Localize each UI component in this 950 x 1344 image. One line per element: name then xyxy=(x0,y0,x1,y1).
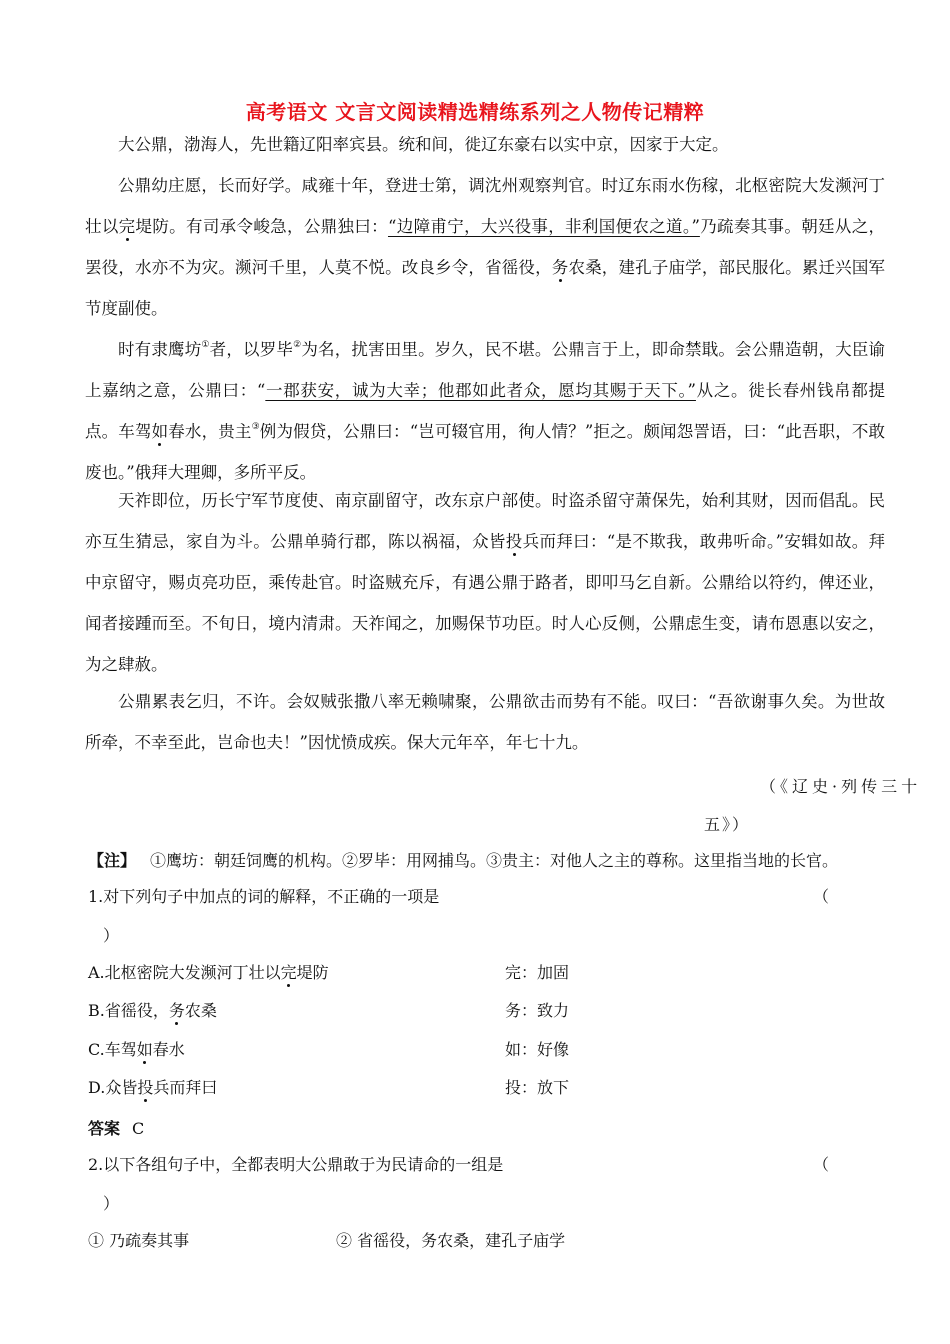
dotted-word-tou: 投 xyxy=(505,532,523,551)
note-label: 【注】 xyxy=(88,851,137,870)
question-1-stem: 1.对下列句子中加点的词的解释，不正确的一项是 xyxy=(88,887,440,906)
option-c-dotted: 如 xyxy=(136,1040,153,1059)
p2-text-c: 乃疏奏其事。朝廷从之，罢役，水亦不为灾。濒河千里，人莫不悦。改良乡令，省徭役， xyxy=(85,217,886,277)
footnote-ref-2: ② xyxy=(293,340,302,350)
p3-text-b: 者，以罗毕 xyxy=(209,340,294,359)
annotation-note xyxy=(88,848,838,871)
p2-text-a: 公鼎幼庄愿，长而好学。咸雍十年，登进士第，调沈州观察判官。时辽东雨水伤稼，北枢密院大发濒河丁壮以 xyxy=(85,176,885,236)
option-d-dotted: 投 xyxy=(137,1078,154,1097)
option-c-post: 春水 xyxy=(152,1040,185,1059)
question-2-stem: 2.以下各组句子中，全都表明大公鼎敢于为民请命的一组是 xyxy=(88,1155,504,1174)
option-d-pre: D.众皆 xyxy=(88,1078,138,1097)
option-a xyxy=(88,960,329,983)
option-c xyxy=(88,1037,185,1060)
underlined-quote-1: “边障甫宁，大兴役事，非利国便农之道。” xyxy=(387,217,700,236)
question-1-paren-open: （ xyxy=(813,887,830,906)
paragraph-4 xyxy=(85,480,885,685)
footnote-ref-3: ③ xyxy=(251,422,260,432)
option-a-gloss: 完：加固 xyxy=(505,963,570,982)
option-a-dotted: 完 xyxy=(280,963,297,982)
source-citation-line2: 五》） xyxy=(704,815,751,834)
answer-label: 答案 xyxy=(88,1119,121,1138)
dotted-word-wan: 完 xyxy=(118,217,136,236)
option-b-gloss: 务：致力 xyxy=(505,1001,570,1020)
dotted-word-ru: 如 xyxy=(151,422,169,441)
p3-text-a: 时有隶鹰坊 xyxy=(118,340,202,359)
option-b-post: 农桑 xyxy=(184,1001,217,1020)
question-1-paren-close: ） xyxy=(103,926,120,945)
underlined-quote-2: 一郡获安，诚为大幸；他郡如此者众，愿均其赐于天下。” xyxy=(265,381,696,400)
footnote-ref-1: ① xyxy=(201,340,210,350)
paragraph-3 xyxy=(85,329,885,493)
p3-text-e: 春水，贵主 xyxy=(168,422,252,441)
question-2-paren-close: ） xyxy=(103,1194,120,1213)
p3-text-c: 为名，扰害田里。岁久，民不堪。公鼎言于上，即命禁戢。会公鼎造朝，大臣谕上嘉纳之意，公鼎曰：“ xyxy=(85,340,886,400)
paragraph-2 xyxy=(85,165,885,329)
option-d-post: 兵而拜曰 xyxy=(153,1078,218,1097)
option-d xyxy=(88,1075,217,1098)
option-c-pre: C.车驾 xyxy=(88,1040,137,1059)
question-2-paren-open: （ xyxy=(813,1155,830,1174)
dotted-word-wu: 务 xyxy=(551,258,569,277)
option-b-pre: B.省徭役， xyxy=(88,1001,169,1020)
p4-text-b: 兵而拜曰：“是不欺我，敢弗听命。”安辑如故。拜中京留守，赐贞亮功臣，乘传赴官。时盗贼充斥，有遇公鼎于路者，即叩马乞自新。公鼎给以符约，俾还业，闻者接踵而至。不旬日，境内清肃。天祚闻之，加赐保节功臣。时人心反侧，公鼎虑生变，请布恩惠以安之，为之肆赦。 xyxy=(85,532,886,674)
p4-text-a: 天祚即位，历长宁军节度使、南京副留守，改东京户部使。时盗杀留守萧保先，始利其财，因而倡乱。民亦互生猜忌，家自为斗。公鼎单骑行郡，陈以祸福，众皆 xyxy=(85,491,885,551)
p2-text-d: 农桑，建孔子庙学，部民服化。累迁兴国军节度副使。 xyxy=(85,258,886,318)
paragraph-1: 大公鼎，渤海人，先世籍辽阳率宾县。统和间，徙辽东豪右以实中京，因家于大定。 xyxy=(118,135,729,154)
answer-value: C xyxy=(132,1119,145,1138)
p2-text-b: 堤防。有司承令峻急，公鼎独曰： xyxy=(135,217,388,236)
source-citation-line1: （《辽史·列传三十 xyxy=(760,777,922,796)
question-2-sentence-1: ① 乃疏奏其事 xyxy=(88,1231,190,1250)
document-title: 高考语文 文言文阅读精选精练系列之人物传记精粹 xyxy=(245,100,705,124)
option-a-pre: A.北枢密院大发濒河丁壮以 xyxy=(88,963,281,982)
option-d-gloss: 投：放下 xyxy=(505,1078,570,1097)
paragraph-5: 公鼎累表乞归，不许。会奴贼张撒八率无赖啸聚，公鼎欲击而势有不能。叹曰：“吾欲谢事久矣。为世故所牵，不幸至此，岂命也夫！”因忧愤成疾。保大元年卒，年七十九。 xyxy=(85,692,885,752)
question-2-sentence-2: ② 省徭役，务农桑，建孔子庙学 xyxy=(336,1231,566,1250)
option-b-dotted: 务 xyxy=(168,1001,185,1020)
note-text: ①鹰坊：朝廷饲鹰的机构。②罗毕：用网捕鸟。③贵主：对他人之主的尊称。这里指当地的长官。 xyxy=(150,851,839,870)
answer-line xyxy=(88,1116,144,1139)
p3-text-d: 从之。徙长春州钱帛都提点。车驾 xyxy=(85,381,886,441)
option-a-post: 堤防 xyxy=(296,963,329,982)
option-c-gloss: 如：好像 xyxy=(505,1040,570,1059)
option-b xyxy=(88,998,217,1021)
p3-text-f: 例为假贷，公鼎曰：“岂可辍官用，徇人情？”拒之。颇闻怨詈语，曰：“此吾职，不敢废也。”俄拜大理卿，多所平反。 xyxy=(85,422,886,482)
